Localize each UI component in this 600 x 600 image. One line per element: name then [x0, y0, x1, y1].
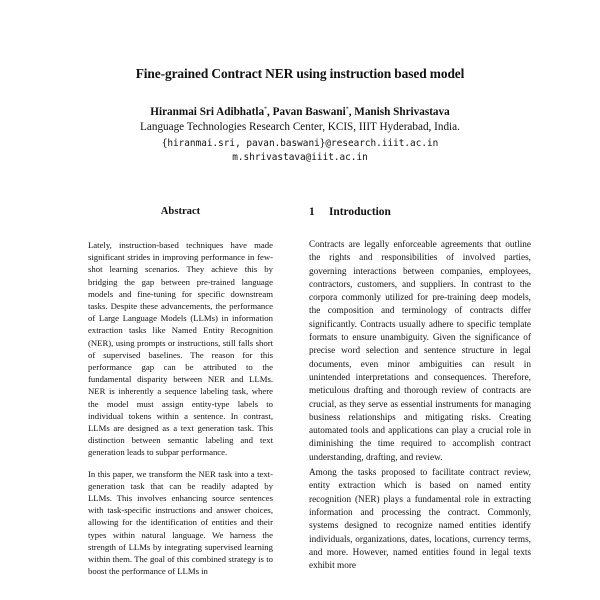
- section-heading: [309, 205, 531, 219]
- author-mark: *: [264, 106, 268, 113]
- introduction-column: [309, 205, 531, 575]
- author-mark: *: [345, 106, 349, 113]
- section-number: 1: [309, 206, 315, 218]
- abstract-heading: Abstract: [160, 206, 201, 217]
- author-name: Manish Shrivastava: [354, 106, 450, 118]
- author-list: Hiranmai Sri Adibhatla*, Pavan Baswani*, Manish Shrivastava: [150, 106, 450, 118]
- email-line: m.shrivastava@iiit.ac.in: [232, 152, 368, 163]
- author-name: Pavan Baswani: [272, 106, 346, 118]
- body-paragraph: Among the tasks proposed to facilitate contract review, entity extraction which is based on named entity recognition (NER) plays a fundamental role in extracting information and processing the contract. Commonly, systems designed to recognize named entities identify individuals, organizations, dates, locations, currency terms, and more. However, named entities found in legal texts exhibit more: [309, 468, 531, 572]
- abstract-column: [88, 205, 313, 586]
- section-title: Introduction: [329, 206, 391, 218]
- author-name: Hiranmai Sri Adibhatla: [150, 106, 265, 118]
- abstract-paragraph: Lately, instruction-based techniques have made significant strides in improving performance in few-shot learning scenarios. They achieve this by bridging the gap between pre-trained language models and fine-tuning for specific downstream tasks. Despite these advancements, the performance of Large Language Models (LLMs) in information extraction tasks like Named Entity Recognition (NER), using prompts or instructions, still falls short of supervised baselines. The reason for this performance gap can be attributed to the fundamental disparity between NER and LLMs. NER is inherently a sequence labeling task, where the model must assign entity-type labels to individual tokens within a sentence. In contrast, LLMs are designed as a text generation task. This distinction between semantic labeling and text generation leads to subpar performance.: [88, 240, 273, 458]
- body-paragraph: Contracts are legally enforceable agreements that outline the rights and responsibilities of involved parties, governing interactions between companies, employees, contractors, customers, and suppliers. In contrast to the corpora commonly utilized for pre-training deep models, the composition and terminology of contracts differ significantly. Contracts usually adhere to specific template formats to ensure unambiguity. Given the significance of precise word selection and sentence structure in legal documents, even minor ambiguities can result in unintended interpretations and consequences. Therefore, meticulous drafting and thorough review of contracts are crucial, as they serve as essential instruments for managing business relationships and mitigating risks. Creating automated tools and applications can play a crucial role in diminishing the time required to accomplish contract understanding, drafting, and review.: [309, 240, 531, 463]
- email-line: {hiranmai.sri, pavan.baswani}@research.iiit.ac.in: [161, 138, 439, 149]
- paper-title: Fine-grained Contract NER using instruction based model: [135, 66, 465, 81]
- introduction-body: [309, 239, 531, 573]
- affiliation: Language Technologies Research Center, KCIS, IIIT Hyderabad, India.: [140, 121, 460, 133]
- abstract-paragraph: In this paper, we transform the NER task into a text-generation task that can be readily adapted by LLMs. This involves enhancing source sentences with task-specific instructions and answer choices, allowing for the identification of entities and their types within natural language. We harness the strength of LLMs by integrating supervised learning within them. The goal of this combined strategy is to boost the performance of LLMs in: [88, 468, 273, 577]
- abstract-body: [88, 239, 273, 577]
